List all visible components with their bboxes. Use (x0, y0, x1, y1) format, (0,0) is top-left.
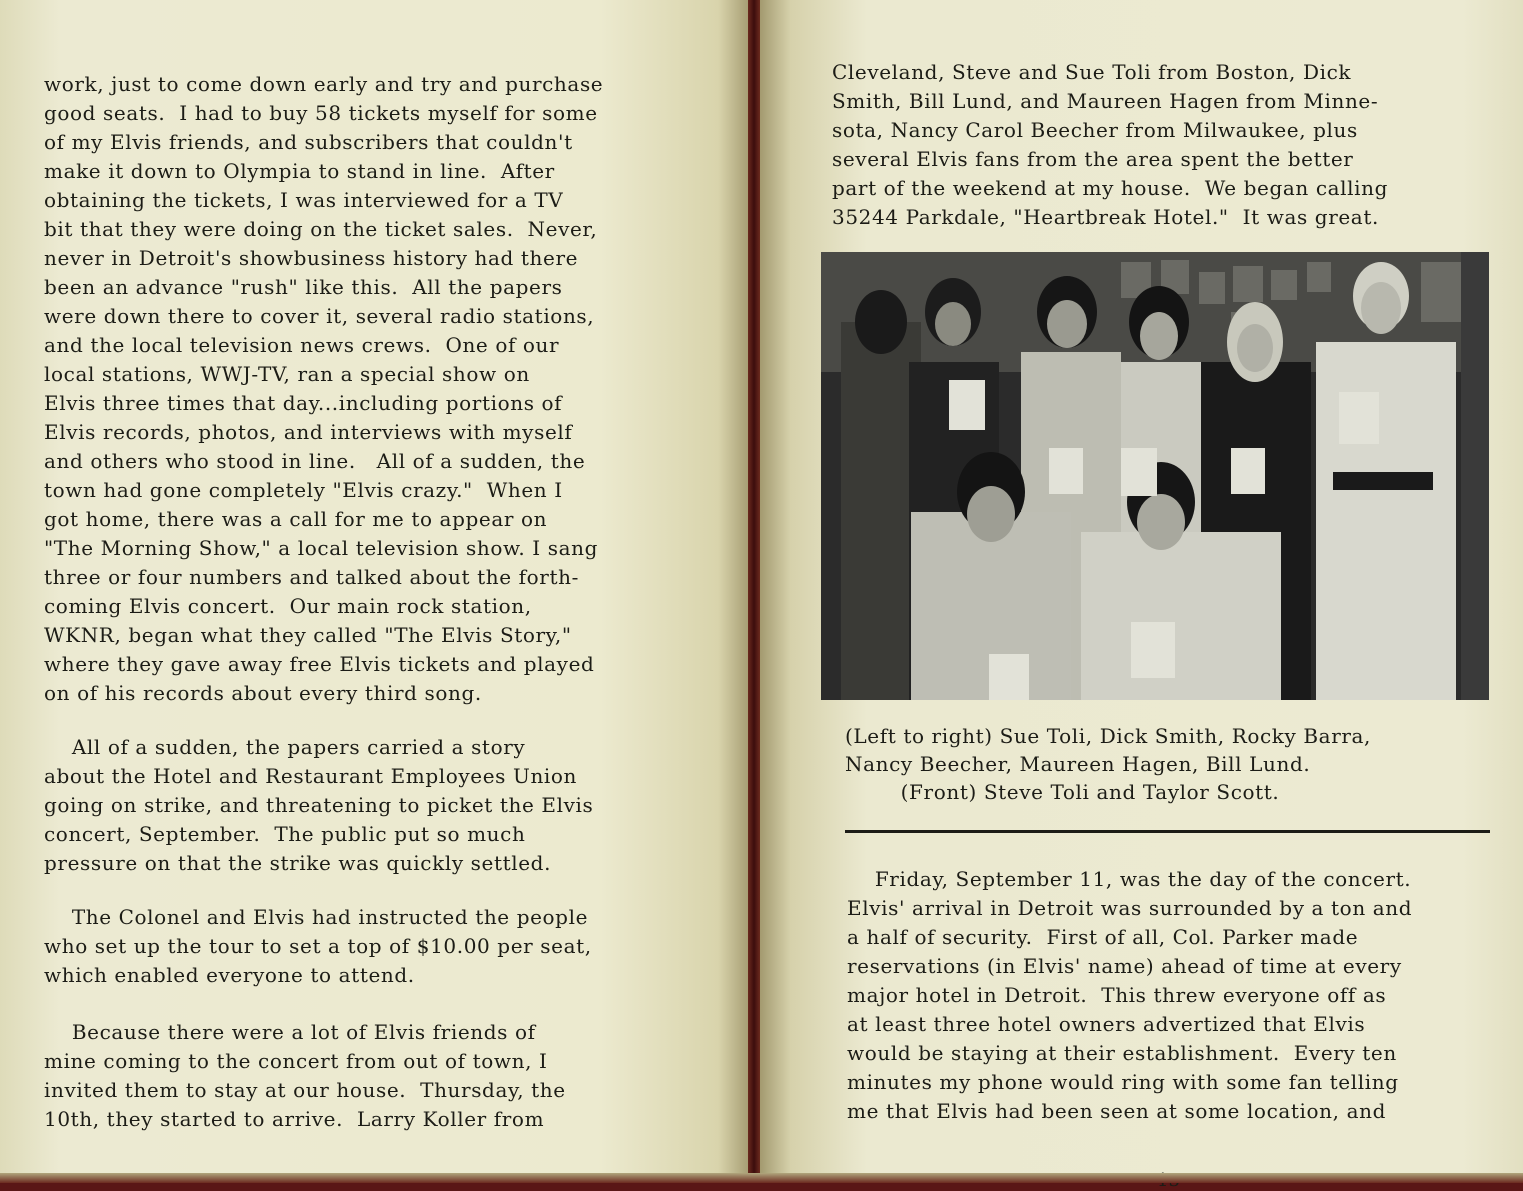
right-bottom-paragraph: Friday, September 11, was the day of the concert. Elvis' arrival in Detroit was surrounded by a ton and a half of security. First of all, Col. Parker made reservations (in Elvis' name) ahead of time at every major hotel in Detroit. This threw everyone off as at least three hotel owners advertized that Elvis would be staying at their establishment. Every ten minutes my phone would ring with some fan telling me that Elvis had been seen at some location, and (847, 867, 1413, 1123)
horizontal-rule (845, 830, 1490, 833)
group-photo-image (821, 252, 1489, 700)
left-paragraph-1: work, just to come down early and try and purchase good seats. I had to buy 58 tickets myself for some of my Elvis friends, and subscribers that couldn't make it down to Olympia to stand in line. After obtaining the tickets, I was interviewed for a TV bit that they were doing on the ticket sales. Never, never in Detroit's showbusiness history had there been an advance "rush" like this. All the papers were down there to cover it, several radio stations, and the local television news crews. One of our local stations, WWJ-TV, ran a special show on Elvis three times that day...including portions of Elvis records, photos, and interviews with myself and others who stood in line. All of a sudden, the town had gone completely "Elvis crazy." When I got home, there was a call for me to appear on "The Morning Show," a local television show. I sang three or four numbers and talked about the forth- coming Elvis concert. Our main rock station, WKNR, began what they called "The Elvis Story," where they gave away free Elvis tickets and played on of his records about every third song. (44, 72, 604, 705)
photo-caption: (Left to right) Sue Toli, Dick Smith, Rocky Barra, Nancy Beecher, Maureen Hagen, Bill Lund. (Front) Steve Toli and Taylor Scott. (845, 724, 1372, 804)
left-paragraph-2: All of a sudden, the papers carried a story about the Hotel and Restaurant Employees Union going on strike, and threatening to picket the Elvis concert, September. The public put so much pressure on that the strike was quickly settled. (44, 735, 594, 875)
book-spine (748, 0, 760, 1183)
right-top-paragraph: Cleveland, Steve and Sue Toli from Boston, Dick Smith, Bill Lund, and Maureen Hagen from Minne- sota, Nancy Carol Beecher from Milwaukee, plus several Elvis fans from the area spent the better part of the weekend at my house. We began calling 35244 Parkdale, "Heartbreak Hotel." It was great. (832, 60, 1389, 229)
left-paragraph-3: The Colonel and Elvis had instructed the people who set up the tour to set a top of $10.00 per seat, which enabled everyone to attend. (44, 905, 592, 987)
cover-bottom-edge (0, 1173, 1523, 1183)
left-paragraph-4: Because there were a lot of Elvis friends of mine coming to the concert from out of town, I invited them to stay at our house. Thursday, the 10th, they started to arrive. Larry Koller from (44, 1020, 566, 1131)
left-page (0, 0, 748, 1183)
group-photo (821, 252, 1489, 700)
